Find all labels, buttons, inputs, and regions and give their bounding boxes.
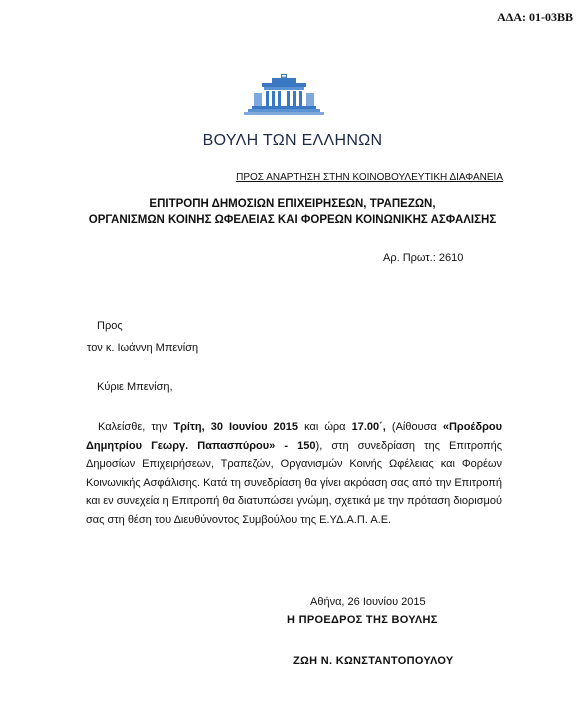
committee-line-1: ΕΠΙΤΡΟΠΗ ΔΗΜΟΣΙΩΝ ΕΠΙΧΕΙΡΗΣΕΩΝ, ΤΡΑΠΕΖΩΝ, bbox=[149, 198, 436, 210]
parliament-building-icon bbox=[244, 74, 324, 130]
body-paragraph bbox=[86, 418, 502, 530]
protocol-number: Αρ. Πρωτ.: 2610 bbox=[383, 252, 464, 264]
transparency-notice: ΠΡΟΣ ΑΝΑΡΤΗΣΗ ΣΤΗΝ ΚΟΙΝΟΒΟΥΛΕΥΤΙΚΗ ΔΙΑΦΑΝΕΙΑ bbox=[236, 172, 503, 183]
meeting-date: Τρίτη, 30 Ιουνίου 2015 bbox=[173, 421, 299, 433]
ada-code: ΑΔΑ: 01-03ΒΒ bbox=[497, 10, 573, 24]
signer-name: ΖΩΗ Ν. ΚΩΝΣΤΑΝΤΟΠΟΥΛΟΥ bbox=[293, 655, 454, 667]
recipient-to: Προς bbox=[97, 320, 123, 332]
meeting-room: «Προέδρου Δημητρίου Γεωργ. Παπασπύρου» - 150 bbox=[86, 421, 502, 452]
body-text-2: και ώρα bbox=[298, 421, 352, 433]
meeting-time: 17.00΄, bbox=[351, 421, 386, 433]
letter-body bbox=[86, 418, 502, 530]
recipient-name: τον κ. Ιωάννη Μπενίση bbox=[87, 342, 199, 354]
committee-title bbox=[0, 196, 585, 228]
organization-name: ΒΟΥΛΗ ΤΩΝ ΕΛΛΗΝΩΝ bbox=[202, 132, 383, 149]
committee-line-2: ΟΡΓΑΝΙΣΜΩΝ ΚΟΙΝΗΣ ΩΦΕΛΕΙΑΣ ΚΑΙ ΦΟΡΕΩΝ ΚΟΙΝΩΝΙΚΗΣ ΑΣΦΑΛΙΣΗΣ bbox=[88, 214, 497, 226]
body-text-3: (Αίθουσα bbox=[385, 421, 443, 433]
greeting: Κύριε Μπενίση, bbox=[97, 381, 173, 393]
body-text-4: ), στη συνεδρίαση της Επιτροπής Δημοσίων Επιχειρήσεων, Τραπεζών, Οργανισμών Κοινής Ωφέλειας και Φορέων Κοινωνικής Ασφάλισης. Κατά τη συνεδρίαση θα γίνει ακρόαση σας από την Επιτροπή και εν συνεχεία η Επιτροπή θα διατυπώσει γνώμη, σχετικά με την πρόταση διορισμού σας στη θέση του Διευθύνοντος Συμβούλου της Ε.ΥΔ.Α.Π. Α.Ε. bbox=[86, 439, 502, 526]
body-text-1: Καλείσθε, την bbox=[98, 421, 174, 433]
signer-role: Η ΠΡΟΕΔΡΟΣ ΤΗΣ ΒΟΥΛΗΣ bbox=[287, 614, 438, 626]
city-date: Αθήνα, 26 Ιουνίου 2015 bbox=[310, 596, 426, 608]
